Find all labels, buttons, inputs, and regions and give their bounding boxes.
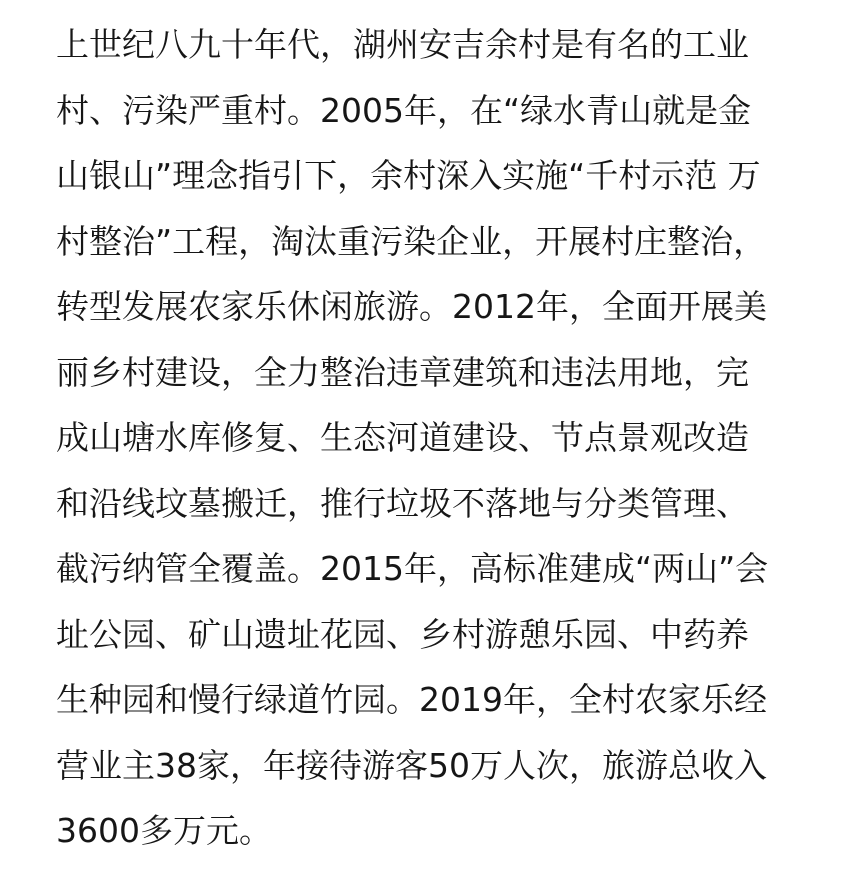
text-line: 村整治”工程，淘汰重污染企业，开展村庄整治， xyxy=(56,221,767,261)
body-paragraph xyxy=(56,12,816,864)
text-line: 成山塘水库修复、生态河道建设、节点景观改造 xyxy=(56,418,749,457)
text-line: 山银山”理念指引下，余村深入实施“千村示范 万 xyxy=(56,156,761,195)
text-line: 转型发展农家乐休闲旅游。2012年，全面开展美 xyxy=(56,287,767,326)
text-line: 3600多万元。 xyxy=(56,811,272,850)
text-line: 址公园、矿山遗址花园、乡村游憩乐园、中药养 xyxy=(56,614,749,654)
text-line: 上世纪八九十年代，湖州安吉余村是有名的工业 xyxy=(56,25,749,64)
text-line: 村、污染严重村。2005年，在“绿水青山就是金 xyxy=(56,90,752,130)
text-line: 丽乡村建设，全力整治违章建筑和违法用地，完 xyxy=(56,352,749,392)
text-line: 生种园和慢行绿道竹园。2019年，全村农家乐经 xyxy=(56,680,767,719)
text-line: 营业主38家，年接待游客50万人次，旅游总收入 xyxy=(56,745,767,785)
text-line: 和沿线坟墓搬迁，推行垃圾不落地与分类管理、 xyxy=(56,483,749,523)
text-line: 截污纳管全覆盖。2015年，高标准建成“两山”会 xyxy=(56,549,769,588)
